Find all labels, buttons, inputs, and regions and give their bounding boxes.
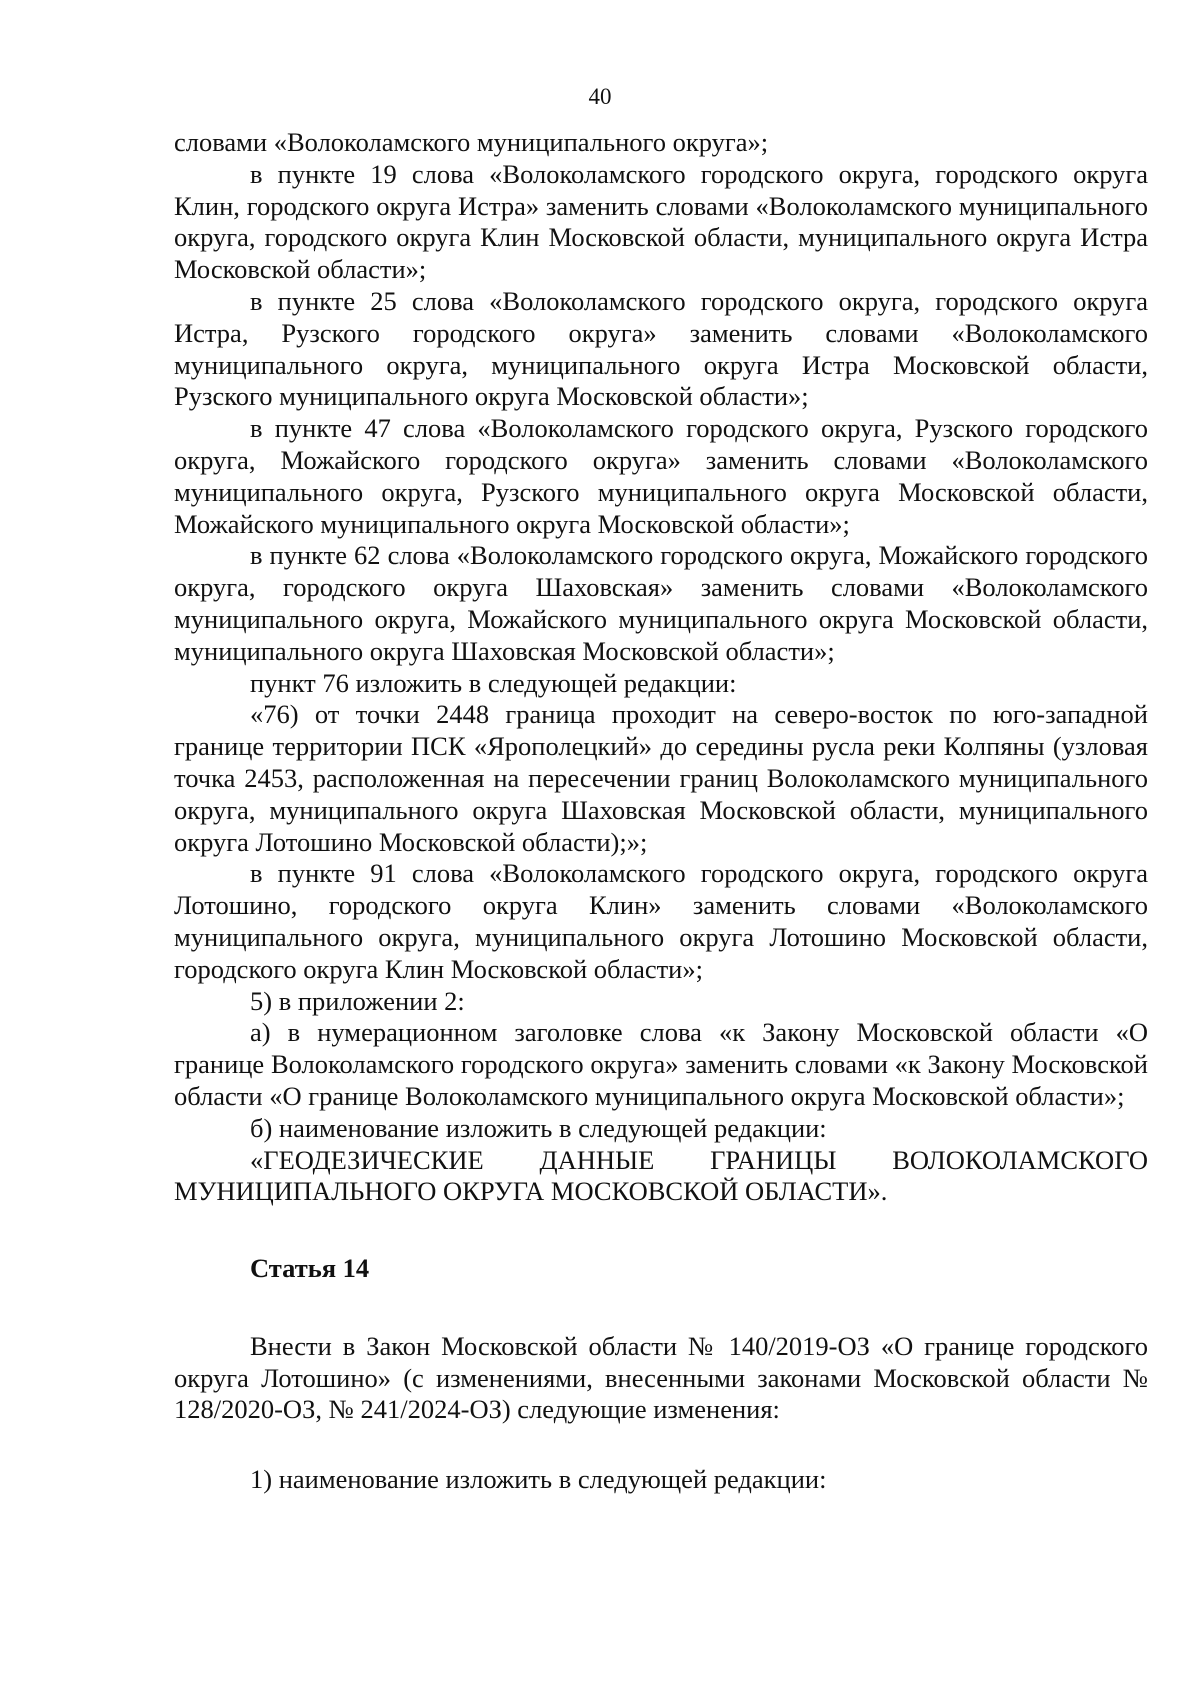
paragraph: 5) в приложении 2: (250, 985, 465, 1016)
paragraph: словами «Волоколамского муниципального округа»; (174, 127, 769, 157)
paragraph: б) наименование изложить в следующей редакции: (250, 1112, 827, 1143)
paragraph: в пункте 47 слова «Волоколамского городского округа, Рузского городского округа, Можайского городского округа» заменить словами «Волоколамского муниципального округа, Рузского муниципального округа Московской области, Можайского муниципального округа Московской области»; (174, 413, 1148, 539)
document-body (174, 127, 1148, 1496)
article-heading: Статья 14 (250, 1253, 370, 1284)
paragraph: в пункте 62 слова «Волоколамского городского округа, Можайского городского округа, городского округа Шаховская» заменить словами «Волоколамского муниципального округа, Можайского муниципального округа Московской области, муниципального округа Шаховская Московской области»; (174, 540, 1148, 666)
page-number: 40 (588, 84, 612, 109)
paragraph: в пункте 19 слова «Волоколамского городского округа, городского округа Клин, городского округа Истра» заменить словами «Волоколамского муниципального округа, городского округа Клин Московской области, муниципального округа Истра Московской области»; (174, 158, 1148, 285)
paragraph-caps-title: «ГЕОДЕЗИЧЕСКИЕ ДАННЫЕ ГРАНИЦЫ ВОЛОКОЛАМСКОГО МУНИЦИПАЛЬНОГО ОКРУГА МОСКОВСКОЙ ОБЛАСТИ». (174, 1144, 1148, 1207)
paragraph: в пункте 91 слова «Волоколамского городского округа, городского округа Лотошино, городского округа Клин» заменить словами «Волоколамского муниципального округа, муниципального округа Лотошино Московской области, городского округа Клин Московской области»; (174, 858, 1148, 984)
paragraph: в пункте 25 слова «Волоколамского городского округа, городского округа Истра, Рузского городского округа» заменить словами «Волоколамского муниципального округа, муниципального округа Истра Московской области, Рузского муниципального округа Московской области»; (174, 285, 1148, 412)
article-paragraph: Внести в Закон Московской области № 140/2019-ОЗ «О границе городского округа Лотошино» (с изменениями, внесенными законами Московской области № 128/2020-ОЗ, № 241/2024-ОЗ) следующие изменения: (174, 1330, 1148, 1425)
paragraph: а) в нумерационном заголовке слова «к Закону Московской области «О границе Волоколамского городского округа» заменить словами «к Закону Московской области «О границе Волоколамского муниципального округа Московской области»; (174, 1017, 1148, 1111)
paragraph: пункт 76 изложить в следующей редакции: (250, 667, 737, 698)
paragraph: 1) наименование изложить в следующей редакции: (250, 1464, 827, 1495)
paragraph: «76) от точки 2448 граница проходит на северо-восток по юго-западной границе территории ПСК «Ярополецкий» до середины русла реки Колпяны (узловая точка 2453, расположенная на пересечении границ Волоколамского муниципального округа, муниципального округа Шаховская Московской области, муниципального округа Лотошино Московской области);»; (174, 699, 1148, 857)
